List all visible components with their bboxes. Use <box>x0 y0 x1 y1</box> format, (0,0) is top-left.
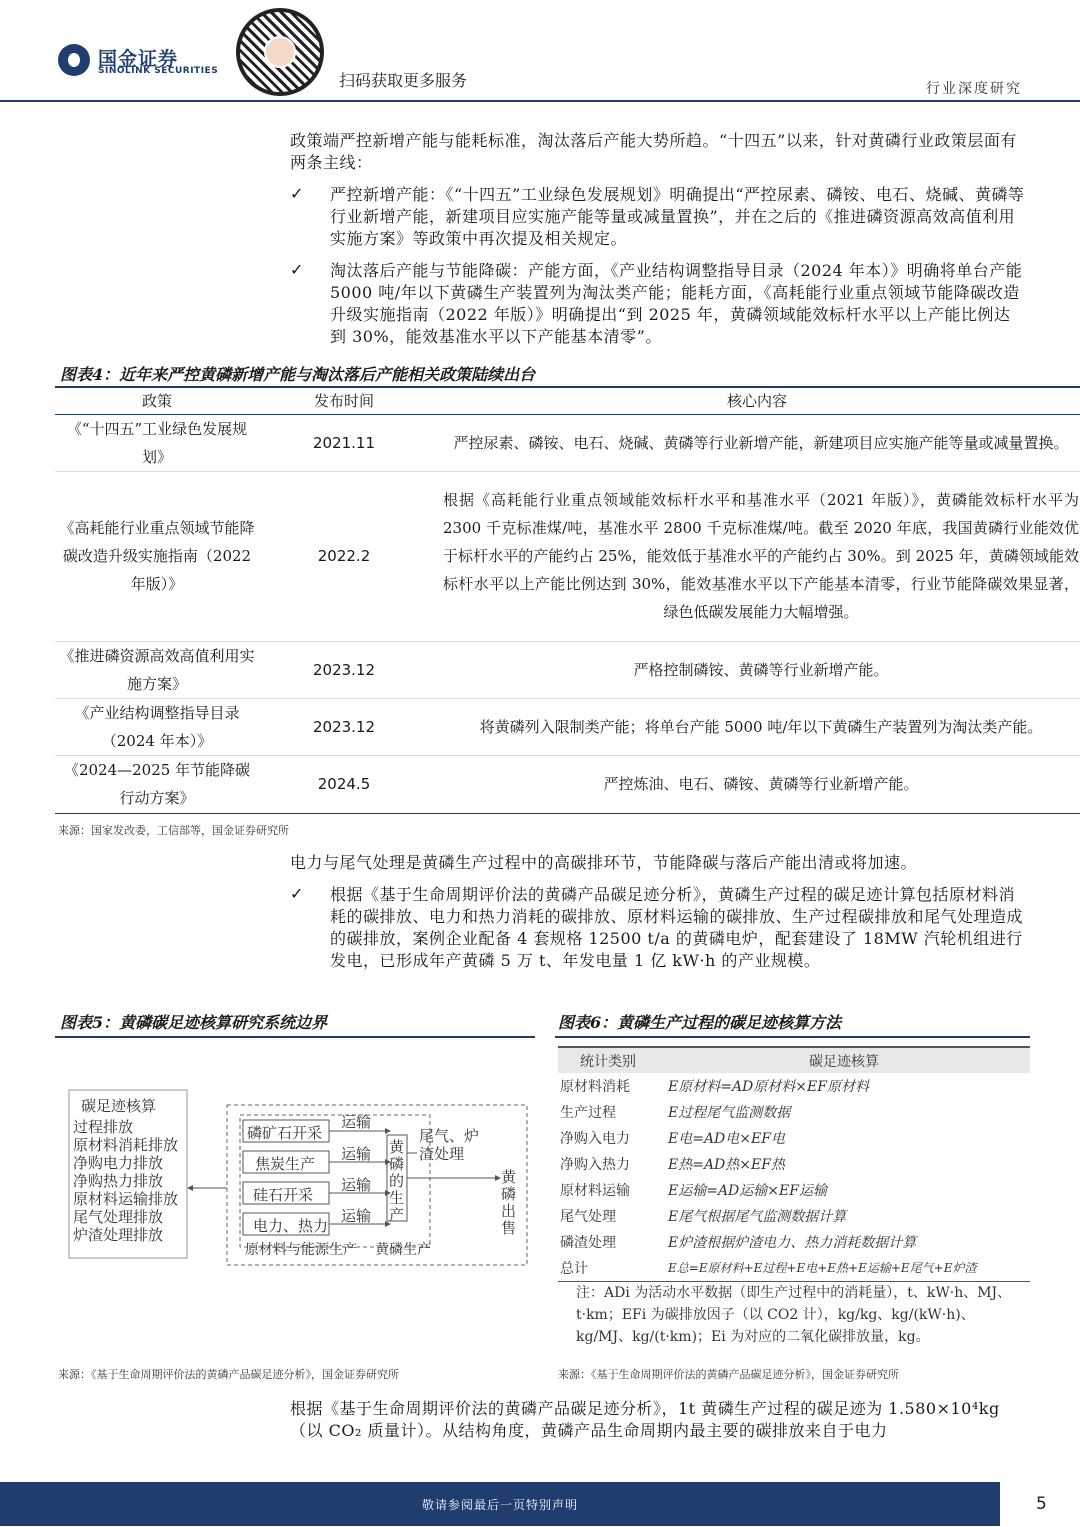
emission-item: 尾气处理排放 <box>73 1208 164 1226</box>
table-row <box>558 1151 1030 1177</box>
figure6-rule <box>555 1036 1030 1038</box>
company-name-en: SINOLINK SECURITIES <box>98 66 219 76</box>
closing-paragraph: 根据《基于生命周期评价法的黄磷产品碳足迹分析》，1t 黄磷生产过程的碳足迹为 1.580×10⁴kg（以 CO₂ 质量计）。从结构角度，黄磷产品生命周期内最主要的碳排放来自于电力 <box>290 1399 1000 1440</box>
category-cell: 总计 <box>558 1255 658 1281</box>
formula-cell: E热=AD热×EF热 <box>668 1157 785 1173</box>
content-cell: 严控尿素、磷铵、电石、烧碱、黄磷等行业新增产能，新建项目应实施产能等量或减量置换。 <box>429 414 1080 471</box>
category-cell: 原材料消耗 <box>560 1079 630 1095</box>
formula-cell: E总=E原材料+E过程+E电+E热+E运输+E尾气+E炉渣 <box>658 1255 1030 1281</box>
emission-list <box>73 1118 178 1244</box>
section-production: 黄磷生产 <box>375 1242 431 1258</box>
emission-item: 净购热力排放 <box>73 1172 164 1190</box>
category-cell: 净购入热力 <box>560 1157 630 1173</box>
emission-item: 原材料运输排放 <box>73 1190 179 1208</box>
figure4-source: 来源：国家发改委，工信部等，国金证券研究所 <box>58 824 289 837</box>
formula-cell: E运输=AD运输×EF运输 <box>668 1183 827 1199</box>
table-row <box>558 1125 1030 1151</box>
formula-cell: E过程尾气监测数据 <box>668 1105 791 1121</box>
transport-label: 运输 <box>341 1113 372 1131</box>
emission-item: 净购电力排放 <box>73 1154 164 1172</box>
footer-disclaimer[interactable]: 敬请参阅最后一页特别声明 <box>421 1498 578 1512</box>
figure6-note: 注：ADi 为活动水平数据（即生产过程中的消耗量），t、kW·h、MJ、t·km；EFi 为碳排放因子（以 CO2 计），kg/kg、kg/(kW·h)、kg/MJ、kg/(t·km)；Ei 为对应的二氧化碳排放量，kg。 <box>576 1285 1012 1345</box>
section-raw-materials: 原材料与能源生产 <box>245 1242 357 1258</box>
output-sale: 黄磷出售 <box>501 1168 517 1237</box>
company-logo-icon <box>58 44 90 76</box>
transport-label: 运输 <box>341 1176 372 1194</box>
category-cell: 生产过程 <box>560 1105 616 1121</box>
table-row <box>55 414 1080 471</box>
table-row <box>55 641 1080 698</box>
policy-cell: 《“十四五”工业绿色发展规划》 <box>55 414 259 471</box>
table-row <box>55 471 1080 641</box>
policy-cell: 《产业结构调整指导目录（2024 年本）》 <box>55 698 259 755</box>
table-row <box>558 1229 1030 1255</box>
bullet-new-capacity: 严控新增产能：《“十四五”工业绿色发展规划》明确提出“严控尿素、磷铵、电石、烧碱、黄磷等行业新增产能，新建项目应实施产能等量或减量置换”，并在之后的《推进磷资源高效高值利用实施方案》等政策中再次提及相关规定。 <box>330 185 1025 248</box>
content-cell: 将黄磷列入限制类产能；将单台产能 5000 吨/年以下黄磷生产装置列为淘汰类产能。 <box>429 698 1080 755</box>
column-header-content: 核心内容 <box>429 388 1080 414</box>
category-cell: 净购入电力 <box>560 1131 630 1147</box>
policy-table <box>55 388 1080 814</box>
date-cell: 2023.12 <box>259 698 429 755</box>
company-name-cn: 国金证券 <box>98 48 179 70</box>
table-row <box>558 1073 1030 1099</box>
table-row <box>558 1177 1030 1203</box>
footprint-title: 碳足迹核算 <box>81 1097 157 1115</box>
intro-paragraph: 政策端严控新增产能与能耗标准，淘汰落后产能大势所趋。“十四五”以来，针对黄磷行业政策层面有两条主线： <box>290 131 1017 172</box>
table-row <box>558 1099 1030 1125</box>
report-type-label: 行业深度研究 <box>926 81 1022 97</box>
waste-treatment: 尾气、炉渣处理 <box>419 1127 480 1163</box>
category-cell: 尾气处理 <box>560 1209 616 1225</box>
column-header-policy: 政策 <box>55 388 259 414</box>
policy-cell: 《推进磷资源高效高值利用实施方案》 <box>55 641 259 698</box>
page-number: 5 <box>1036 1494 1047 1514</box>
figure6-source: 来源：《基于生命周期评价法的黄磷产品碳足迹分析》，国金证券研究所 <box>558 1368 899 1381</box>
content-cell: 严格控制磷铵、黄磷等行业新增产能。 <box>429 641 1080 698</box>
formula-cell: E炉渣根据炉渣电力、热力消耗数据计算 <box>668 1235 917 1251</box>
check-icon: ✓ <box>290 884 304 903</box>
bullet-eliminate-capacity: 淘汰落后产能与节能降碳：产能方面，《产业结构调整指导目录（2024 年本）》明确将单台产能 5000 吨/年以下黄磷生产装置列为淘汰类产能；能耗方面，《高耗能行业重点领域节能降碳改造升级实施指南（2022 年版）》明确提出“到 2025 年，黄磷领域能效标杆水平以上产能比例达到 30%，能效基准水平以下产能基本清零”。 <box>330 261 1023 346</box>
policy-cell: 《高耗能行业重点领域节能降碳改造升级实施指南（2022 年版）》 <box>55 471 259 641</box>
input-box: 硅石开采 <box>253 1186 314 1204</box>
check-icon: ✓ <box>290 184 304 203</box>
qr-caption: 扫码获取更多服务 <box>339 71 468 90</box>
emission-item: 原材料消耗排放 <box>73 1136 179 1154</box>
figure5-rule <box>55 1036 535 1038</box>
column-header-date: 发布时间 <box>259 388 429 414</box>
system-boundary-diagram <box>55 1043 535 1349</box>
check-icon: ✓ <box>290 260 304 279</box>
transport-label: 运输 <box>341 1145 372 1163</box>
figure6-title: 图表6：黄磷生产过程的碳足迹核算方法 <box>558 1013 842 1032</box>
category-cell: 原材料运输 <box>560 1183 630 1199</box>
figure5-title: 图表5：黄磷碳足迹核算研究系统边界 <box>60 1013 328 1032</box>
input-box: 电力、热力 <box>253 1217 329 1235</box>
date-cell: 2023.12 <box>259 641 429 698</box>
table-row <box>558 1255 1030 1281</box>
formula-cell: E原材料=AD原材料×EF原材料 <box>668 1079 869 1095</box>
carbon-method-table <box>558 1046 1030 1282</box>
header-divider <box>0 100 1080 102</box>
content-cell: 根据《高耗能行业重点领域能效标杆水平和基准水平（2021 年版）》，黄磷能效标杆水平为 2300 千克标准煤/吨，基准水平 2800 千克标准煤/吨。截至 2020 年底，我国黄磷行业能效优于标杆水平的产能约占 25%，能效低于基准水平的产能约占 30%。到 2025 年，黄磷领域能效标杆水平以上产能比例达到 30%，能效基准水平以下产能基本清零，行业节能降碳效果显著，绿色低碳发展能力大幅增强。 <box>429 471 1080 641</box>
date-cell: 2024.5 <box>259 755 429 813</box>
mid-paragraph: 电力与尾气处理是黄磷生产过程中的高碳排环节，节能降碳与落后产能出清或将加速。 <box>290 853 918 872</box>
figure5-source: 来源：《基于生命周期评价法的黄磷产品碳足迹分析》，国金证券研究所 <box>58 1368 399 1381</box>
column-header-category: 统计类别 <box>558 1047 658 1073</box>
date-cell: 2022.2 <box>259 471 429 641</box>
transport-label: 运输 <box>341 1207 372 1225</box>
input-box: 磷矿石开采 <box>247 1124 323 1142</box>
date-cell: 2021.11 <box>259 414 429 471</box>
formula-cell: E电=AD电×EF电 <box>668 1131 785 1147</box>
input-box: 焦炭生产 <box>255 1155 316 1173</box>
table-row <box>55 755 1080 813</box>
formula-cell: E尾气根据尾气监测数据计算 <box>668 1209 847 1225</box>
content-cell: 严控炼油、电石、磷铵、黄磷等行业新增产能。 <box>429 755 1080 813</box>
emission-item: 过程排放 <box>73 1118 134 1136</box>
table-row <box>558 1203 1030 1229</box>
policy-cell: 《2024—2025 年节能降碳行动方案》 <box>55 755 259 813</box>
production-box: 黄磷的生产 <box>389 1138 405 1224</box>
emission-item: 炉渣处理排放 <box>73 1226 164 1244</box>
column-header-formula: 碳足迹核算 <box>658 1047 1030 1073</box>
table-row <box>55 698 1080 755</box>
qr-code-icon[interactable] <box>236 8 324 96</box>
figure4-title: 图表4：近年来严控黄磷新增产能与淘汰落后产能相关政策陆续出台 <box>60 365 536 384</box>
category-cell: 磷渣处理 <box>560 1235 616 1251</box>
bullet-carbon-footprint: 根据《基于生命周期评价法的黄磷产品碳足迹分析》，黄磷生产过程的碳足迹计算包括原材料消耗的碳排放、电力和热力消耗的碳排放、原材料运输的碳排放、生产过程碳排放和尾气处理造成的碳排放，案例企业配备 4 套规格 12500 t/a 的黄磷电炉，配套建设了 18MW 汽轮机组进行发电，已形成年产黄磷 5 万 t、年发电量 1 亿 kW·h 的产业规模。 <box>330 885 1024 970</box>
